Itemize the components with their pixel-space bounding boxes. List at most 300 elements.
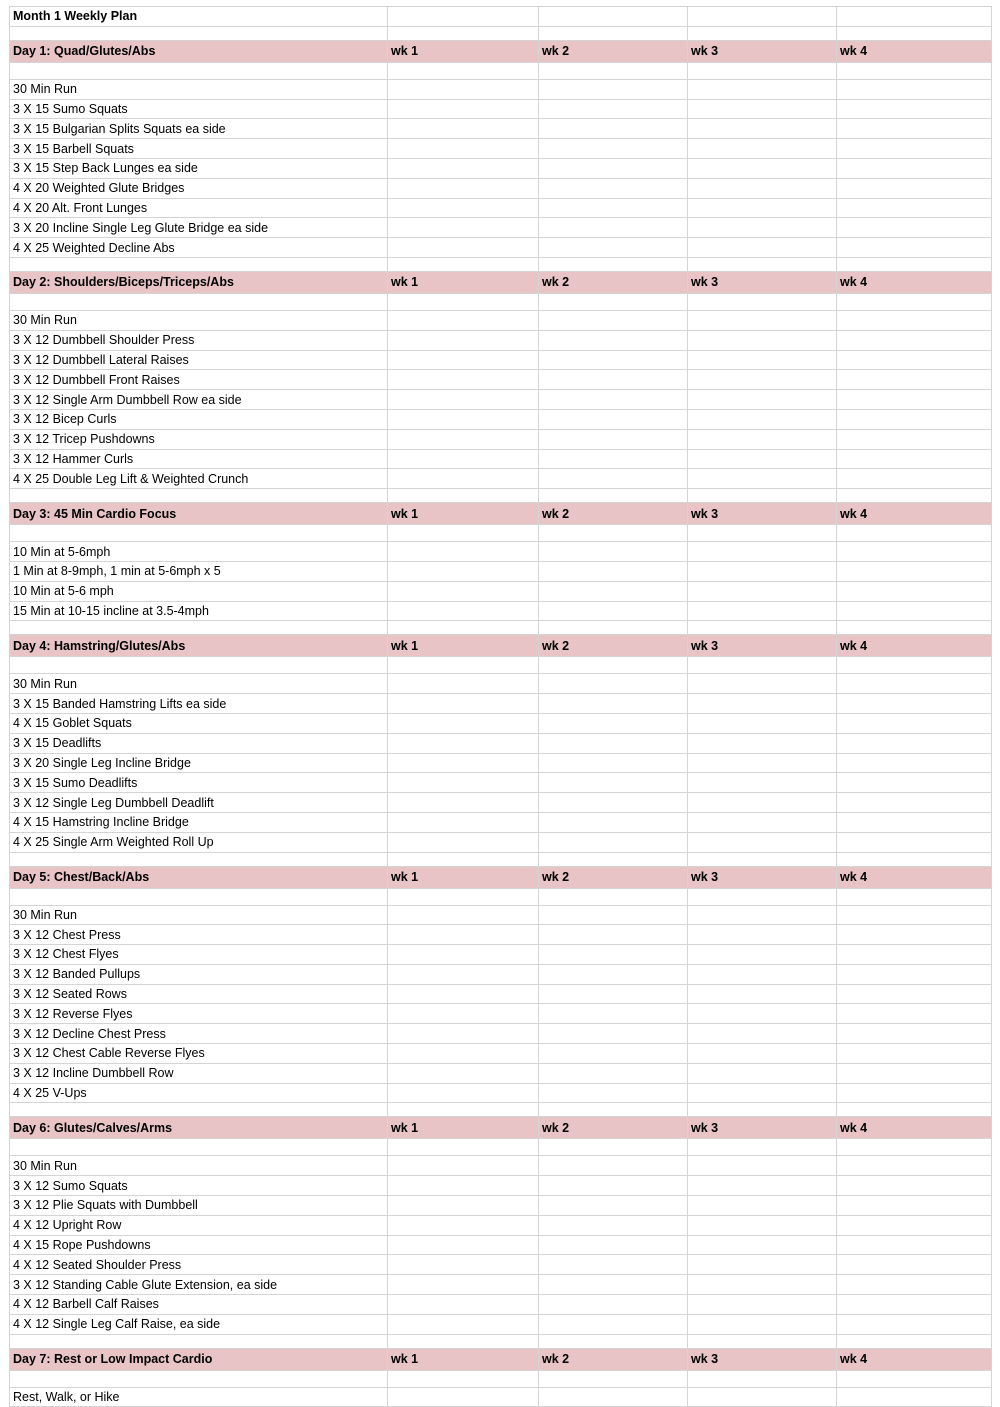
week-entry-cell-3[interactable] <box>688 694 837 714</box>
week-entry-cell-1[interactable] <box>388 238 539 258</box>
blank-cell-5[interactable] <box>837 1139 992 1156</box>
blank-cell-4[interactable] <box>688 62 837 79</box>
week-entry-cell-1[interactable] <box>388 119 539 139</box>
exercise-row <box>10 1387 992 1407</box>
week-entry-cell-1[interactable] <box>388 832 539 852</box>
blank-cell-5[interactable] <box>837 525 992 542</box>
spacer-cell-2 <box>388 1103 539 1117</box>
blank-cell-3[interactable] <box>539 657 688 674</box>
week-entry-cell-4[interactable] <box>837 178 992 198</box>
spacer-cell-4 <box>688 489 837 503</box>
spreadsheet-sheet <box>0 6 1000 1407</box>
week-entry-cell-1[interactable] <box>388 1235 539 1255</box>
day-header-row <box>10 1348 992 1370</box>
week-entry-cell-4[interactable] <box>837 1215 992 1235</box>
week-entry-cell-2[interactable] <box>539 330 688 350</box>
week-entry-cell-4[interactable] <box>837 330 992 350</box>
week-entry-cell-1[interactable] <box>388 198 539 218</box>
week-entry-cell-2[interactable] <box>539 601 688 621</box>
exercise-label: 10 Min at 5-6mph <box>10 542 388 562</box>
week-entry-cell-1[interactable] <box>388 601 539 621</box>
week-column-header-2: wk 2 <box>539 40 688 62</box>
week-entry-cell-2[interactable] <box>539 350 688 370</box>
day-header-row <box>10 271 992 293</box>
week-entry-cell-4[interactable] <box>837 429 992 449</box>
day-header-label: Day 7: Rest or Low Impact Cardio <box>10 1348 388 1370</box>
blank-cell-2[interactable] <box>388 62 539 79</box>
week-entry-cell-3[interactable] <box>688 832 837 852</box>
week-entry-cell-2[interactable] <box>539 370 688 390</box>
blank-cell-2[interactable] <box>388 1370 539 1387</box>
week-entry-cell-1[interactable] <box>388 350 539 370</box>
week-entry-cell-2[interactable] <box>539 964 688 984</box>
week-entry-cell-4[interactable] <box>837 542 992 562</box>
week-entry-cell-2[interactable] <box>539 390 688 410</box>
spacer-cell-5 <box>837 852 992 866</box>
week-entry-cell-3[interactable] <box>688 330 837 350</box>
week-entry-cell-4[interactable] <box>837 469 992 489</box>
day-header-label: Day 4: Hamstring/Glutes/Abs <box>10 635 388 657</box>
week-entry-cell-1[interactable] <box>388 370 539 390</box>
spacer-cell-5 <box>837 489 992 503</box>
week-entry-cell-2[interactable] <box>539 79 688 99</box>
week-entry-cell-4[interactable] <box>837 119 992 139</box>
week-entry-cell-3[interactable] <box>688 1255 837 1275</box>
exercise-row <box>10 905 992 925</box>
spacer-cell-2 <box>388 852 539 866</box>
week-entry-cell-1[interactable] <box>388 158 539 178</box>
week-entry-cell-2[interactable] <box>539 1196 688 1216</box>
spacer-row <box>10 257 992 271</box>
blank-cell-4[interactable] <box>688 1139 837 1156</box>
week-entry-cell-4[interactable] <box>837 1024 992 1044</box>
week-entry-cell-2[interactable] <box>539 198 688 218</box>
week-entry-cell-3[interactable] <box>688 1215 837 1235</box>
blank-cell-4[interactable] <box>688 657 837 674</box>
exercise-row <box>10 1083 992 1103</box>
week-entry-cell-2[interactable] <box>539 119 688 139</box>
blank-cell-1[interactable] <box>10 62 388 79</box>
exercise-label: 3 X 15 Step Back Lunges ea side <box>10 158 388 178</box>
week-entry-cell-2[interactable] <box>539 178 688 198</box>
week-entry-cell-1[interactable] <box>388 542 539 562</box>
week-entry-cell-1[interactable] <box>388 905 539 925</box>
week-entry-cell-3[interactable] <box>688 733 837 753</box>
exercise-row <box>10 390 992 410</box>
week-entry-cell-3[interactable] <box>688 1156 837 1176</box>
spacer-cell-2 <box>388 621 539 635</box>
week-entry-cell-4[interactable] <box>837 310 992 330</box>
week-entry-cell-2[interactable] <box>539 409 688 429</box>
week-entry-cell-4[interactable] <box>837 674 992 694</box>
week-entry-cell-4[interactable] <box>837 753 992 773</box>
exercise-row <box>10 218 992 238</box>
week-entry-cell-2[interactable] <box>539 1044 688 1064</box>
week-entry-cell-4[interactable] <box>837 793 992 813</box>
week-entry-cell-1[interactable] <box>388 310 539 330</box>
week-entry-cell-2[interactable] <box>539 1004 688 1024</box>
blank-cell-2[interactable] <box>388 525 539 542</box>
week-entry-cell-3[interactable] <box>688 945 837 965</box>
week-entry-cell-3[interactable] <box>688 198 837 218</box>
week-entry-cell-2[interactable] <box>539 238 688 258</box>
blank-row <box>10 293 992 310</box>
week-entry-cell-4[interactable] <box>837 832 992 852</box>
spacer-cell-4 <box>688 1103 837 1117</box>
week-entry-cell-1[interactable] <box>388 945 539 965</box>
week-entry-cell-2[interactable] <box>539 812 688 832</box>
week-entry-cell-3[interactable] <box>688 310 837 330</box>
week-entry-cell-3[interactable] <box>688 581 837 601</box>
blank-cell-2[interactable] <box>388 888 539 905</box>
exercise-label: 30 Min Run <box>10 310 388 330</box>
week-entry-cell-4[interactable] <box>837 984 992 1004</box>
week-entry-cell-3[interactable] <box>688 1235 837 1255</box>
week-entry-cell-1[interactable] <box>388 964 539 984</box>
week-entry-cell-1[interactable] <box>388 674 539 694</box>
blank-cell-3[interactable] <box>539 62 688 79</box>
week-entry-cell-3[interactable] <box>688 99 837 119</box>
week-entry-cell-3[interactable] <box>688 793 837 813</box>
blank-cell-3[interactable] <box>539 888 688 905</box>
week-entry-cell-1[interactable] <box>388 469 539 489</box>
week-entry-cell-4[interactable] <box>837 713 992 733</box>
week-entry-cell-2[interactable] <box>539 793 688 813</box>
week-entry-cell-4[interactable] <box>837 350 992 370</box>
week-entry-cell-3[interactable] <box>688 370 837 390</box>
week-entry-cell-1[interactable] <box>388 793 539 813</box>
exercise-label: 30 Min Run <box>10 674 388 694</box>
week-entry-cell-1[interactable] <box>388 409 539 429</box>
week-entry-cell-3[interactable] <box>688 773 837 793</box>
blank-cell-3[interactable] <box>539 1370 688 1387</box>
week-entry-cell-1[interactable] <box>388 753 539 773</box>
blank-cell-5[interactable] <box>837 888 992 905</box>
week-entry-cell-2[interactable] <box>539 542 688 562</box>
week-entry-cell-3[interactable] <box>688 350 837 370</box>
week-entry-cell-1[interactable] <box>388 984 539 1004</box>
week-entry-cell-2[interactable] <box>539 1295 688 1315</box>
week-entry-cell-2[interactable] <box>539 469 688 489</box>
exercise-label: 3 X 12 Chest Flyes <box>10 945 388 965</box>
day-header-label: Day 3: 45 Min Cardio Focus <box>10 503 388 525</box>
week-entry-cell-4[interactable] <box>837 694 992 714</box>
week-entry-cell-1[interactable] <box>388 561 539 581</box>
week-entry-cell-1[interactable] <box>388 1044 539 1064</box>
title-row-empty-cell-3[interactable] <box>688 7 837 27</box>
week-entry-cell-2[interactable] <box>539 925 688 945</box>
week-entry-cell-2[interactable] <box>539 581 688 601</box>
week-entry-cell-2[interactable] <box>539 945 688 965</box>
week-entry-cell-2[interactable] <box>539 773 688 793</box>
spacer-cell-2 <box>388 1334 539 1348</box>
week-entry-cell-1[interactable] <box>388 773 539 793</box>
week-entry-cell-1[interactable] <box>388 429 539 449</box>
week-entry-cell-4[interactable] <box>837 238 992 258</box>
week-entry-cell-1[interactable] <box>388 581 539 601</box>
blank-cell-1[interactable] <box>10 293 388 310</box>
blank-cell-3[interactable] <box>539 293 688 310</box>
week-entry-cell-3[interactable] <box>688 674 837 694</box>
week-entry-cell-1[interactable] <box>388 812 539 832</box>
blank-row <box>10 62 992 79</box>
weekly-plan-table <box>9 6 992 1407</box>
week-entry-cell-2[interactable] <box>539 1215 688 1235</box>
spacer-cell-3 <box>539 1103 688 1117</box>
week-entry-cell-1[interactable] <box>388 79 539 99</box>
week-entry-cell-4[interactable] <box>837 449 992 469</box>
week-entry-cell-4[interactable] <box>837 1044 992 1064</box>
week-entry-cell-4[interactable] <box>837 370 992 390</box>
week-entry-cell-4[interactable] <box>837 1063 992 1083</box>
week-entry-cell-3[interactable] <box>688 1176 837 1196</box>
blank-cell-5[interactable] <box>837 657 992 674</box>
week-entry-cell-3[interactable] <box>688 449 837 469</box>
week-entry-cell-3[interactable] <box>688 390 837 410</box>
week-entry-cell-2[interactable] <box>539 905 688 925</box>
spacer-cell-5 <box>837 26 992 40</box>
exercise-row <box>10 119 992 139</box>
week-entry-cell-4[interactable] <box>837 1295 992 1315</box>
title-row-empty-cell-4[interactable] <box>837 7 992 27</box>
week-entry-cell-3[interactable] <box>688 119 837 139</box>
exercise-row <box>10 832 992 852</box>
week-entry-cell-4[interactable] <box>837 561 992 581</box>
exercise-label: 3 X 15 Barbell Squats <box>10 139 388 159</box>
blank-cell-1[interactable] <box>10 657 388 674</box>
week-entry-cell-4[interactable] <box>837 1176 992 1196</box>
blank-cell-5[interactable] <box>837 62 992 79</box>
blank-cell-1[interactable] <box>10 525 388 542</box>
week-entry-cell-3[interactable] <box>688 925 837 945</box>
week-entry-cell-1[interactable] <box>388 925 539 945</box>
week-entry-cell-2[interactable] <box>539 449 688 469</box>
blank-cell-3[interactable] <box>539 1139 688 1156</box>
week-entry-cell-1[interactable] <box>388 1156 539 1176</box>
week-entry-cell-4[interactable] <box>837 1196 992 1216</box>
day-header-row <box>10 1117 992 1139</box>
week-entry-cell-1[interactable] <box>388 1255 539 1275</box>
blank-cell-4[interactable] <box>688 1370 837 1387</box>
week-entry-cell-3[interactable] <box>688 1024 837 1044</box>
week-entry-cell-4[interactable] <box>837 1156 992 1176</box>
week-entry-cell-3[interactable] <box>688 429 837 449</box>
exercise-row <box>10 964 992 984</box>
week-entry-cell-3[interactable] <box>688 1314 837 1334</box>
week-entry-cell-4[interactable] <box>837 1083 992 1103</box>
week-entry-cell-4[interactable] <box>837 409 992 429</box>
week-entry-cell-2[interactable] <box>539 1083 688 1103</box>
week-entry-cell-1[interactable] <box>388 1387 539 1407</box>
week-entry-cell-2[interactable] <box>539 1275 688 1295</box>
spacer-cell-5 <box>837 1334 992 1348</box>
week-entry-cell-4[interactable] <box>837 1235 992 1255</box>
blank-cell-5[interactable] <box>837 1370 992 1387</box>
week-entry-cell-4[interactable] <box>837 198 992 218</box>
blank-cell-3[interactable] <box>539 525 688 542</box>
week-entry-cell-2[interactable] <box>539 1255 688 1275</box>
title-row <box>10 7 992 27</box>
week-entry-cell-2[interactable] <box>539 561 688 581</box>
title-row-empty-cell-1[interactable] <box>388 7 539 27</box>
week-entry-cell-3[interactable] <box>688 713 837 733</box>
week-entry-cell-1[interactable] <box>388 1275 539 1295</box>
spacer-cell-4 <box>688 621 837 635</box>
week-entry-cell-1[interactable] <box>388 733 539 753</box>
week-entry-cell-3[interactable] <box>688 1004 837 1024</box>
exercise-row <box>10 1275 992 1295</box>
week-entry-cell-3[interactable] <box>688 905 837 925</box>
spacer-cell-3 <box>539 621 688 635</box>
week-entry-cell-1[interactable] <box>388 139 539 159</box>
week-entry-cell-1[interactable] <box>388 390 539 410</box>
week-entry-cell-1[interactable] <box>388 449 539 469</box>
week-entry-cell-2[interactable] <box>539 1235 688 1255</box>
blank-cell-1[interactable] <box>10 888 388 905</box>
exercise-row <box>10 542 992 562</box>
week-entry-cell-4[interactable] <box>837 99 992 119</box>
week-entry-cell-4[interactable] <box>837 905 992 925</box>
blank-cell-2[interactable] <box>388 657 539 674</box>
exercise-label: 3 X 15 Sumo Deadlifts <box>10 773 388 793</box>
week-entry-cell-3[interactable] <box>688 561 837 581</box>
week-entry-cell-4[interactable] <box>837 925 992 945</box>
week-entry-cell-2[interactable] <box>539 713 688 733</box>
week-entry-cell-2[interactable] <box>539 733 688 753</box>
week-entry-cell-3[interactable] <box>688 178 837 198</box>
week-entry-cell-2[interactable] <box>539 218 688 238</box>
exercise-label: 3 X 12 Incline Dumbbell Row <box>10 1063 388 1083</box>
week-entry-cell-3[interactable] <box>688 1083 837 1103</box>
spacer-cell-1 <box>10 26 388 40</box>
week-entry-cell-4[interactable] <box>837 79 992 99</box>
week-entry-cell-3[interactable] <box>688 1387 837 1407</box>
week-entry-cell-2[interactable] <box>539 310 688 330</box>
week-entry-cell-2[interactable] <box>539 1024 688 1044</box>
week-entry-cell-3[interactable] <box>688 218 837 238</box>
week-entry-cell-2[interactable] <box>539 832 688 852</box>
week-entry-cell-4[interactable] <box>837 1255 992 1275</box>
blank-row <box>10 525 992 542</box>
week-entry-cell-4[interactable] <box>837 1387 992 1407</box>
week-entry-cell-3[interactable] <box>688 964 837 984</box>
week-column-header-3: wk 3 <box>688 40 837 62</box>
week-entry-cell-1[interactable] <box>388 1295 539 1315</box>
week-entry-cell-1[interactable] <box>388 1196 539 1216</box>
week-entry-cell-2[interactable] <box>539 753 688 773</box>
week-entry-cell-3[interactable] <box>688 238 837 258</box>
blank-cell-2[interactable] <box>388 293 539 310</box>
week-entry-cell-2[interactable] <box>539 674 688 694</box>
week-entry-cell-1[interactable] <box>388 330 539 350</box>
week-entry-cell-4[interactable] <box>837 1314 992 1334</box>
week-entry-cell-3[interactable] <box>688 1044 837 1064</box>
week-entry-cell-4[interactable] <box>837 390 992 410</box>
week-entry-cell-3[interactable] <box>688 158 837 178</box>
week-entry-cell-2[interactable] <box>539 1387 688 1407</box>
spacer-row <box>10 26 992 40</box>
week-entry-cell-3[interactable] <box>688 469 837 489</box>
week-entry-cell-2[interactable] <box>539 1156 688 1176</box>
blank-cell-5[interactable] <box>837 293 992 310</box>
week-entry-cell-1[interactable] <box>388 218 539 238</box>
exercise-label: 3 X 12 Chest Press <box>10 925 388 945</box>
week-entry-cell-2[interactable] <box>539 694 688 714</box>
week-entry-cell-4[interactable] <box>837 945 992 965</box>
week-entry-cell-3[interactable] <box>688 1196 837 1216</box>
week-entry-cell-2[interactable] <box>539 158 688 178</box>
week-entry-cell-1[interactable] <box>388 713 539 733</box>
blank-cell-4[interactable] <box>688 888 837 905</box>
week-entry-cell-4[interactable] <box>837 218 992 238</box>
blank-cell-4[interactable] <box>688 525 837 542</box>
week-entry-cell-4[interactable] <box>837 733 992 753</box>
week-entry-cell-1[interactable] <box>388 1083 539 1103</box>
week-entry-cell-2[interactable] <box>539 1063 688 1083</box>
week-entry-cell-3[interactable] <box>688 409 837 429</box>
spacer-cell-3 <box>539 489 688 503</box>
exercise-row <box>10 984 992 1004</box>
week-entry-cell-2[interactable] <box>539 984 688 1004</box>
week-entry-cell-4[interactable] <box>837 601 992 621</box>
week-entry-cell-4[interactable] <box>837 1004 992 1024</box>
blank-cell-1[interactable] <box>10 1139 388 1156</box>
exercise-row <box>10 178 992 198</box>
week-column-header-4: wk 4 <box>837 271 992 293</box>
week-entry-cell-3[interactable] <box>688 753 837 773</box>
blank-cell-2[interactable] <box>388 1139 539 1156</box>
blank-cell-4[interactable] <box>688 293 837 310</box>
blank-cell-1[interactable] <box>10 1370 388 1387</box>
week-entry-cell-1[interactable] <box>388 99 539 119</box>
week-entry-cell-1[interactable] <box>388 1215 539 1235</box>
week-entry-cell-3[interactable] <box>688 1295 837 1315</box>
week-entry-cell-2[interactable] <box>539 99 688 119</box>
week-entry-cell-2[interactable] <box>539 1176 688 1196</box>
week-entry-cell-3[interactable] <box>688 812 837 832</box>
week-entry-cell-3[interactable] <box>688 1275 837 1295</box>
title-row-empty-cell-2[interactable] <box>539 7 688 27</box>
week-entry-cell-3[interactable] <box>688 542 837 562</box>
week-entry-cell-1[interactable] <box>388 1004 539 1024</box>
week-entry-cell-3[interactable] <box>688 601 837 621</box>
week-entry-cell-4[interactable] <box>837 964 992 984</box>
week-entry-cell-4[interactable] <box>837 158 992 178</box>
week-entry-cell-2[interactable] <box>539 1314 688 1334</box>
spacer-row <box>10 489 992 503</box>
week-entry-cell-2[interactable] <box>539 429 688 449</box>
week-entry-cell-1[interactable] <box>388 1314 539 1334</box>
week-entry-cell-1[interactable] <box>388 1024 539 1044</box>
week-entry-cell-2[interactable] <box>539 139 688 159</box>
week-entry-cell-4[interactable] <box>837 581 992 601</box>
week-entry-cell-3[interactable] <box>688 984 837 1004</box>
week-entry-cell-1[interactable] <box>388 1176 539 1196</box>
week-entry-cell-3[interactable] <box>688 1063 837 1083</box>
week-entry-cell-4[interactable] <box>837 1275 992 1295</box>
week-entry-cell-3[interactable] <box>688 139 837 159</box>
week-entry-cell-4[interactable] <box>837 773 992 793</box>
week-column-header-3: wk 3 <box>688 866 837 888</box>
week-entry-cell-4[interactable] <box>837 139 992 159</box>
week-entry-cell-4[interactable] <box>837 812 992 832</box>
week-entry-cell-3[interactable] <box>688 79 837 99</box>
week-column-header-2: wk 2 <box>539 271 688 293</box>
exercise-row <box>10 733 992 753</box>
week-entry-cell-1[interactable] <box>388 178 539 198</box>
week-entry-cell-1[interactable] <box>388 1063 539 1083</box>
week-entry-cell-1[interactable] <box>388 694 539 714</box>
